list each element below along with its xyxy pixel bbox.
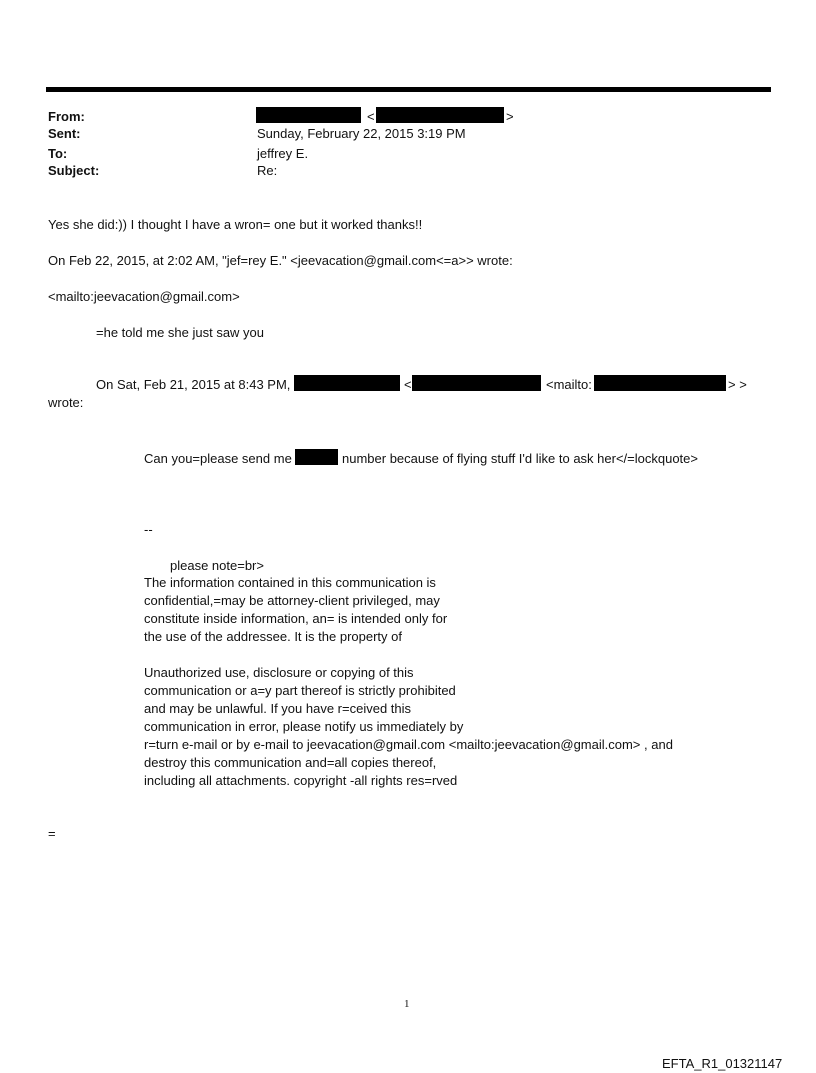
disclaimer-line: the use of the addressee. It is the property of (144, 629, 402, 644)
sent-label: Sent: (48, 126, 81, 141)
disclaimer-line: including all attachments. copyright -all rights res=rved (144, 773, 458, 788)
to-value: jeffrey E. (257, 146, 309, 161)
body-line: <mailto:jeevacation@gmail.com> (48, 289, 240, 304)
quote-header-lt: < (404, 377, 412, 392)
redaction-block (256, 107, 361, 123)
note-line: please note=br> (170, 558, 264, 573)
disclaimer-line: confidential,=may be attorney-client privileged, may (144, 593, 440, 608)
from-label: From: (48, 109, 85, 124)
body-line: On Feb 22, 2015, at 2:02 AM, "jef=rey E." <jeevacation@gmail.com<=a>> wrote: (48, 253, 513, 268)
disclaimer-line: r=turn e-mail or by e-mail to jeevacation@gmail.com <mailto:jeevacation@gmail.com> , and (144, 737, 673, 752)
disclaimer-line: Unauthorized use, disclosure or copying of this (144, 665, 414, 680)
disclaimer-line: constitute inside information, an= is intended only for (144, 611, 448, 626)
redaction-block (412, 375, 541, 391)
from-lt: < (367, 109, 375, 124)
quote-header-prefix: On Sat, Feb 21, 2015 at 8:43 PM, (96, 377, 291, 392)
redaction-block (295, 449, 338, 465)
quote-header-wrote: wrote: (48, 395, 84, 410)
disclaimer-line: communication in error, please notify us immediately by (144, 719, 464, 734)
quote-header-end: > > (728, 377, 747, 392)
disclaimer-line: communication or a=y part thereof is strictly prohibited (144, 683, 456, 698)
disclaimer-line: destroy this communication and=all copies thereof, (144, 755, 437, 770)
disclaimer-line: The information contained in this communication is (144, 575, 436, 590)
header-rule (46, 87, 771, 92)
trailing-equals: = (48, 826, 56, 841)
disclaimer-line: and may be unlawful. If you have r=ceived this (144, 701, 412, 716)
signature-dashes: -- (144, 522, 153, 537)
request-prefix: Can you=please send me (144, 451, 292, 466)
sent-value: Sunday, February 22, 2015 3:19 PM (257, 126, 466, 141)
redaction-block (376, 107, 504, 123)
to-label: To: (48, 146, 68, 161)
redaction-block (294, 375, 400, 391)
subject-value: Re: (257, 163, 278, 178)
body-line: Yes she did:)) I thought I have a wron= one but it worked thanks!! (48, 217, 423, 232)
from-gt: > (506, 109, 514, 124)
document-id: EFTA_R1_01321147 (662, 1056, 783, 1071)
body-line: =he told me she just saw you (96, 325, 265, 340)
redaction-block (594, 375, 726, 391)
quote-header-mailto: <mailto: (546, 377, 592, 392)
page-number: 1 (404, 998, 410, 1010)
request-suffix: number because of flying stuff I'd like to ask her</=lockquote> (342, 451, 698, 466)
subject-label: Subject: (48, 163, 100, 178)
